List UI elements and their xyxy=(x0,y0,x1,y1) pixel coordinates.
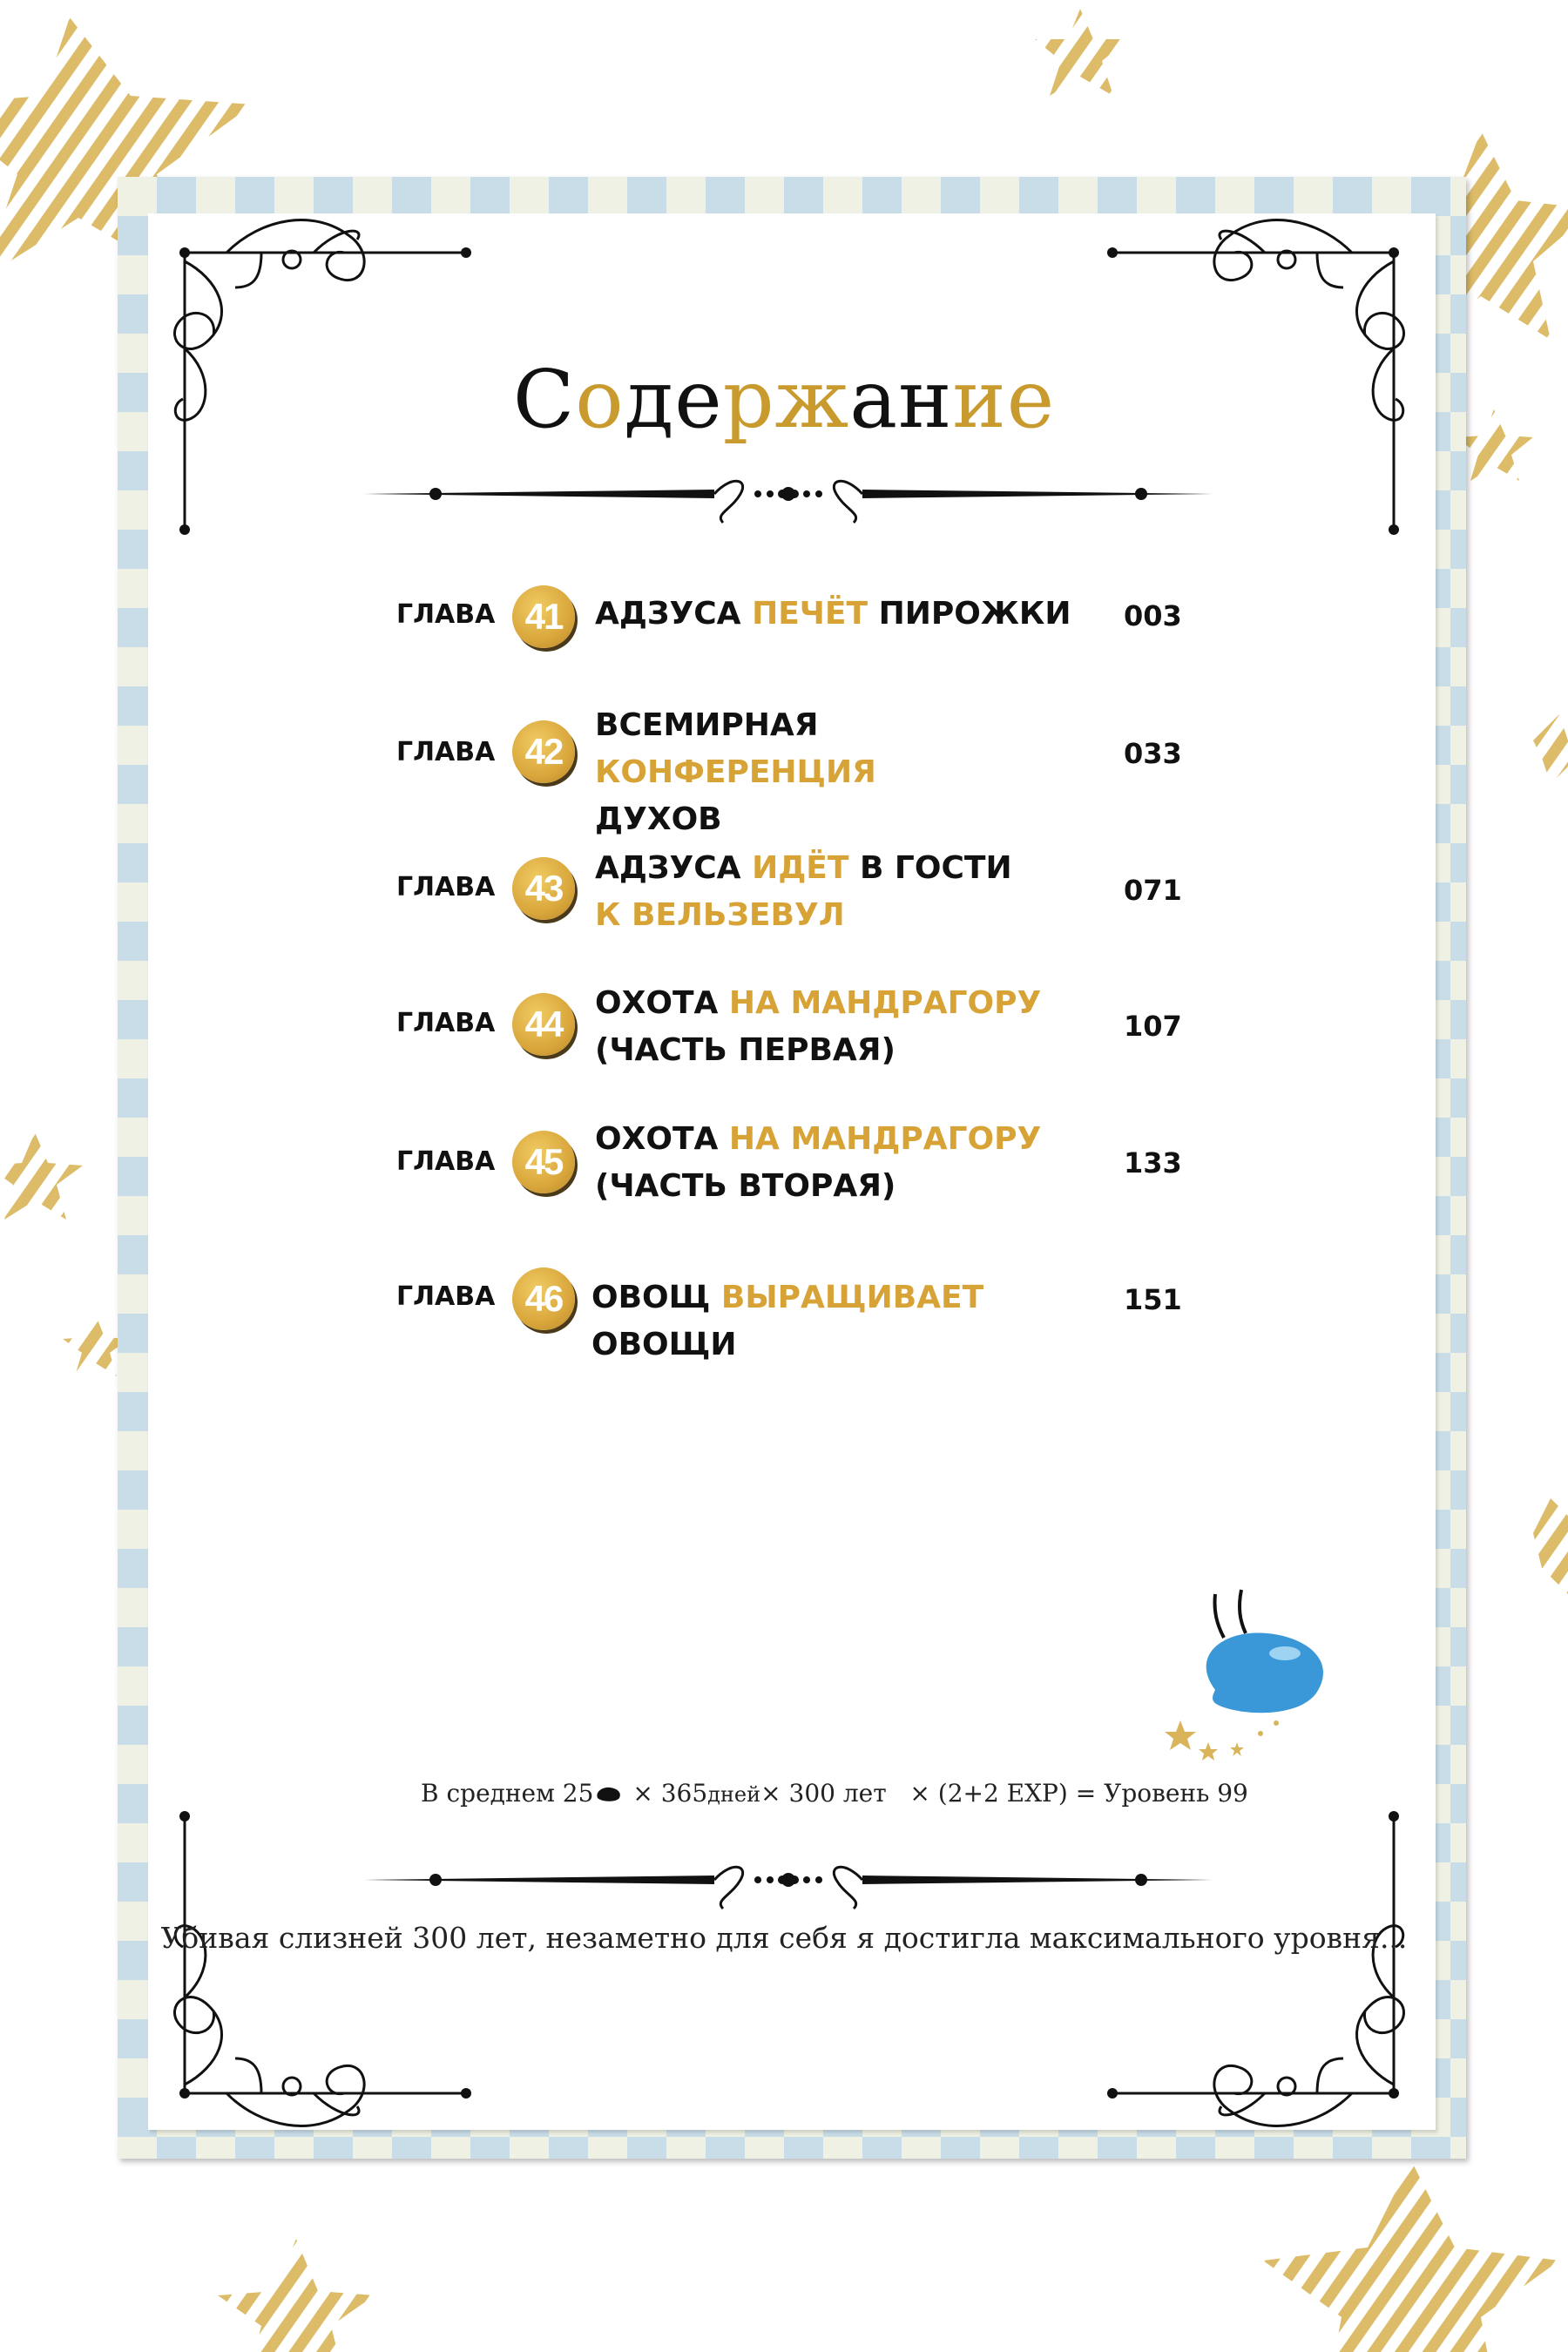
level-formula: В среднем 25 × 365дней× 300 лет × (2+2 EXP) = Уровень 99 xyxy=(421,1779,1248,1808)
series-tagline: Убивая слизней 300 лет, незаметно для себя я достигла максимального уровня... xyxy=(160,1921,1408,1955)
chapter-title xyxy=(595,1116,1083,1210)
divider-bottom xyxy=(364,1867,1213,1909)
chapter-number-badge: 46 xyxy=(512,1267,575,1330)
chapter-title-line-1: ОХОТА НА МАНДРАГОРУ xyxy=(595,1121,1042,1157)
chapter-title-line-2: ДУХОВ xyxy=(595,801,722,837)
chapter-label: ГЛАВА xyxy=(396,872,496,902)
divider-top xyxy=(364,481,1213,523)
chapter-number-badge: 45 xyxy=(512,1131,575,1193)
chapter-page-number: 003 xyxy=(1124,599,1182,632)
chapter-title-line-2: (ЧАСТЬ ВТОРАЯ) xyxy=(595,1168,896,1204)
chapter-number-badge: 44 xyxy=(512,993,575,1056)
chapter-title-line-2: К ВЕЛЬЗЕВУЛ xyxy=(595,897,845,933)
chapter-number-badge: 42 xyxy=(512,720,575,783)
chapter-title-line-1: ОХОТА НА МАНДРАГОРУ xyxy=(595,985,1042,1021)
chapter-title xyxy=(595,980,1083,1074)
chapter-label: ГЛАВА xyxy=(396,1146,496,1177)
chapter-page-number: 107 xyxy=(1124,1010,1182,1043)
chapter-title xyxy=(595,702,1083,843)
chapter-page-number: 151 xyxy=(1124,1283,1182,1316)
corner-flourish-bottom-left xyxy=(174,1816,466,2126)
page-title: Содержание xyxy=(512,353,1056,446)
chapter-label: ГЛАВА xyxy=(396,1281,496,1312)
chapter-page-number: 071 xyxy=(1124,874,1182,907)
chapter-title-line-1: ВСЕМИРНАЯ КОНФЕРЕНЦИЯ xyxy=(595,707,876,790)
chapter-title xyxy=(595,591,1083,638)
slime-icon xyxy=(595,1781,623,1798)
chapter-number-badge: 41 xyxy=(512,585,575,648)
chapter-title-line-1: ОВОЩ ВЫРАЩИВАЕТ ОВОЩИ xyxy=(591,1280,984,1362)
chapter-page-number: 133 xyxy=(1124,1146,1182,1179)
chapter-label: ГЛАВА xyxy=(396,737,496,767)
chapter-page-number: 033 xyxy=(1124,737,1182,770)
chapter-title-line-2: (ЧАСТЬ ПЕРВАЯ) xyxy=(595,1032,896,1068)
chapter-label: ГЛАВА xyxy=(396,1008,496,1038)
chapter-number-badge: 43 xyxy=(512,857,575,920)
slime-illustration xyxy=(1163,1585,1355,1777)
chapter-label: ГЛАВА xyxy=(396,599,496,630)
chapter-title-line-1: АДЗУСА ПЕЧЁТ ПИРОЖКИ xyxy=(595,596,1071,632)
corner-flourish-bottom-right xyxy=(1112,1816,1404,2126)
chapter-title-line-1: АДЗУСА ИДЁТ В ГОСТИ xyxy=(595,850,1012,886)
chapter-title xyxy=(591,1274,1114,1369)
chapter-title xyxy=(595,845,1083,939)
